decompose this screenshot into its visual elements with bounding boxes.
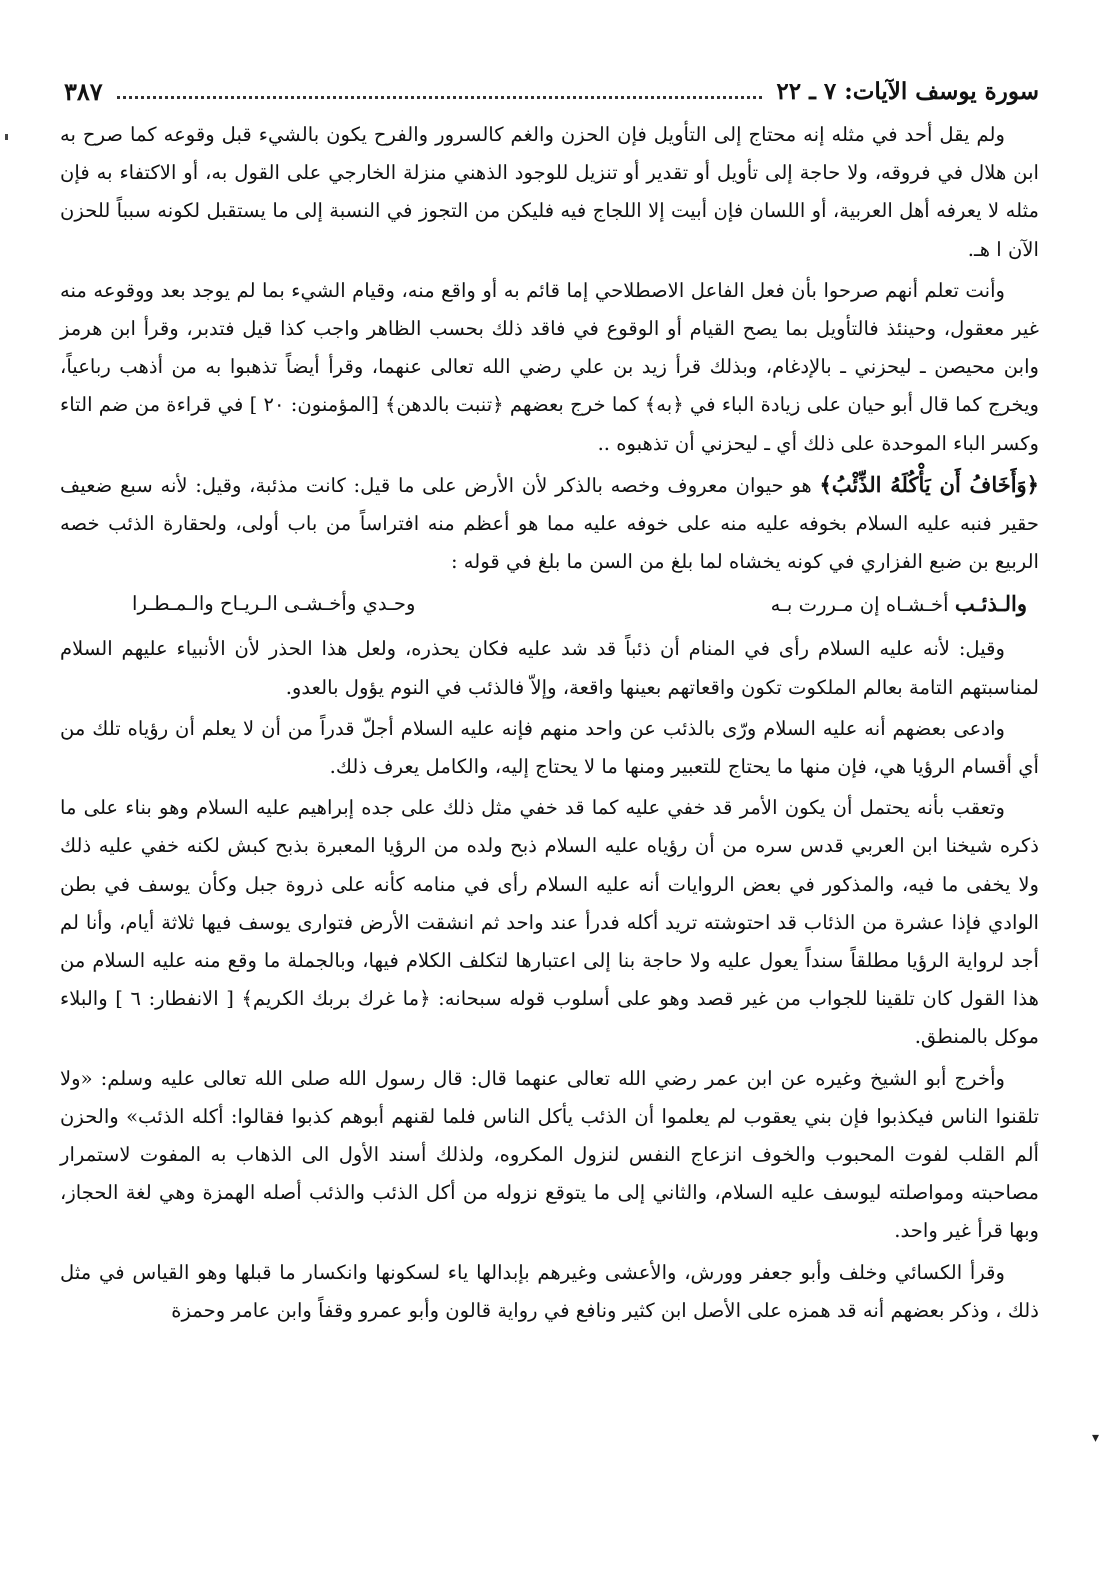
poem-bold-word: والـذئـب — [954, 591, 1027, 617]
paragraph: ولم يقل أحد في مثله إنه محتاج إلى التأويل فإن الحزن والغم كالسرور والفرح يكون بالشيء قبل وقوعه كما صرح به ابن هلال في فروقه، ولا حاجة إلى تأويل أو تقدير أو تنزيل للوجود الذهني منزلة الخارجي على القول به، أو الاكتفاء به فإن مثله لا يعرفه أهل العربية، أو اللسان فإن أبيت إلا اللجاج فيه فليكن من التجوز في النسبة إلى ما يستقبل لكونه سبباً للحزن الآن ا هـ. — [60, 123, 1039, 261]
verse-paragraph — [60, 466, 1039, 582]
running-head — [64, 72, 1039, 110]
paragraph: وتعقب بأنه يحتمل أن يكون الأمر قد خفي عليه كما قد خفي مثل ذلك على جده إبراهيم عليه السلام وهو بناء على ما ذكره شيخنا ابن العربي قدس سره من أن رؤياه عليه السلام ذبح ولده من الرؤيا المعبرة بذبح كبش لكنه خفي عليه ذلك ولا يخفى ما فيه، والمذكور في بعض الروايات أنه عليه السلام رأى في منامه كأنه على ذروة جبل وكأن يوسف في بطن الوادي فإذا عشرة من الذئاب قد احتوشته تريد أكله فدرأ عند واحد ثم انشقت الأرض فتوارى يوسف فيها ثلاثة أيام، وأنا لم أجد لرواية الرؤيا مطلقاً سنداً يعول عليه ولا حاجة بنا إلى اعتبارها لتكلف الكلام فيها، وبالجملة ما وقع منه عليه السلام من هذا القول كان تلقينا للجواب من غير قصد وهو على أسلوب قوله سبحانه: ﴿ما غرك بربك الكريم﴾ [ الانفطار: ٦ ] والبلاء موكل بالمنطق. — [60, 796, 1039, 1049]
page-number: ٣٨٧ — [64, 76, 103, 106]
verse-commentary: هو حيوان معروف وخصه بالذكر لأن الأرض على ما قيل: كانت مذئبة، وقيل: لأنه سبع ضعيف حقير فنبه عليه السلام بخوفه عليه منه على خوفه عليه مما هو أعظم منه افتراساً من باب أولى، ولحقارة الذئب خصه الربيع بن ضبع الفزاري في كونه يخشاه لما بلغ من السن ما بلغ في قوله : — [60, 473, 1039, 574]
poem-verse — [60, 585, 1039, 624]
poem-second-hemistich: وحـدي وأخـشـى الـريـاح والـمـطـرا — [132, 592, 416, 616]
paragraph: وأنت تعلم أنهم صرحوا بأن فعل الفاعل الاصطلاحي إما قائم به أو واقع منه، وقيام الشيء بما لم يوجد بعد ووقوعه منه غير معقول، وحينئذ فالتأويل بما يصح القيام أو الوقوع في فاقد ذلك بحسب الظاهر واجب كذا قيل فتدبر، وقرأ ابن هرمز وابن محيصن ـ ليحزني ـ بالإدغام، وبذلك قرأ زيد بن علي رضي الله تعالى عنهما، وقرأ أيضاً تذهبوا به من أذهب رباعياً، ويخرج كما قال أبو حيان على زيادة الباء في ﴿به﴾ كما خرج بعضهم ﴿تنبت بالدهن﴾ [المؤمنون: ٢٠ ] في قراءة من ضم التاء وكسر الباء الموحدة على ذلك أي ـ ليحزني أن تذهبوه .. — [60, 278, 1039, 455]
paragraph: وادعى بعضهم أنه عليه السلام ورّى بالذئب عن واحد منهم فإنه عليه السلام أجلّ قدراً من أن لا يعلم أن رؤياه تلك من أي أقسام الرؤيا هي، فإن منها ما يحتاج للتعبير ومنها ما لا يحتاج إليه، والكامل يعرف ذلك. — [60, 716, 1039, 779]
paragraph: وقرأ الكسائي وخلف وأبو جعفر وورش، والأعشى وغيرهم بإبدالها ياء لسكونها وانكسار ما قبلها وهو القياس في مثل ذلك ، وذكر بعضهم أنه قد همزه على الأصل ابن كثير ونافع في رواية قالون وأبو عمرو وقفاً وابن عامر وحمزة — [60, 1260, 1039, 1322]
scan-mark — [5, 134, 8, 140]
poem-first-rest: أخـشـاه إن مـررت بـه — [770, 593, 955, 617]
margin-mark: ▾ — [1091, 1430, 1099, 1446]
paragraph: وقيل: لأنه عليه السلام رأى في المنام أن ذئباً قد شد عليه فكان يحذره، ولعل هذا الحذر لأن الأنبياء عليهم السلام لمناسبتهم التامة بعالم الملكوت تكون واقعاتهم بعينها واقعة، وإلاّ فالذئب في النوم يؤول بالعدو. — [60, 637, 1039, 699]
surah-title: سورة يوسف الآيات: ٧ ـ ٢٢ — [776, 77, 1039, 105]
paragraph: وأخرج أبو الشيخ وغيره عن ابن عمر رضي الله تعالى عنهما قال: قال رسول الله صلى الله تعالى عليه وسلم: «ولا تلقنوا الناس فيكذبوا فإن بني يعقوب لم يعلموا أن الذئب يأكل الناس فلما لقنهم أبوهم كذبوا فقالوا: أكله الذئب» والحزن ألم القلب لفوت المحبوب والخوف انزعاج النفس لنزول المكروه، ولذلك أسند الأول الى الذهاب به المفوت لاستمرار مصاحبته ومواصلته ليوسف عليه السلام، والثاني إلى ما يتوقع نزوله من أكل الذئب والذئب أصله الهمزة وهي لغة الحجاز، وبها قرأ غير واحد. — [60, 1066, 1039, 1243]
poem-first-hemistich — [771, 585, 1027, 624]
verse-heading: ﴿وَأَخَافُ أَن يَأْكُلَهُ الذِّئْبُ﴾ — [819, 471, 1039, 497]
body-text — [60, 116, 1039, 1333]
leader-dots — [117, 96, 763, 99]
